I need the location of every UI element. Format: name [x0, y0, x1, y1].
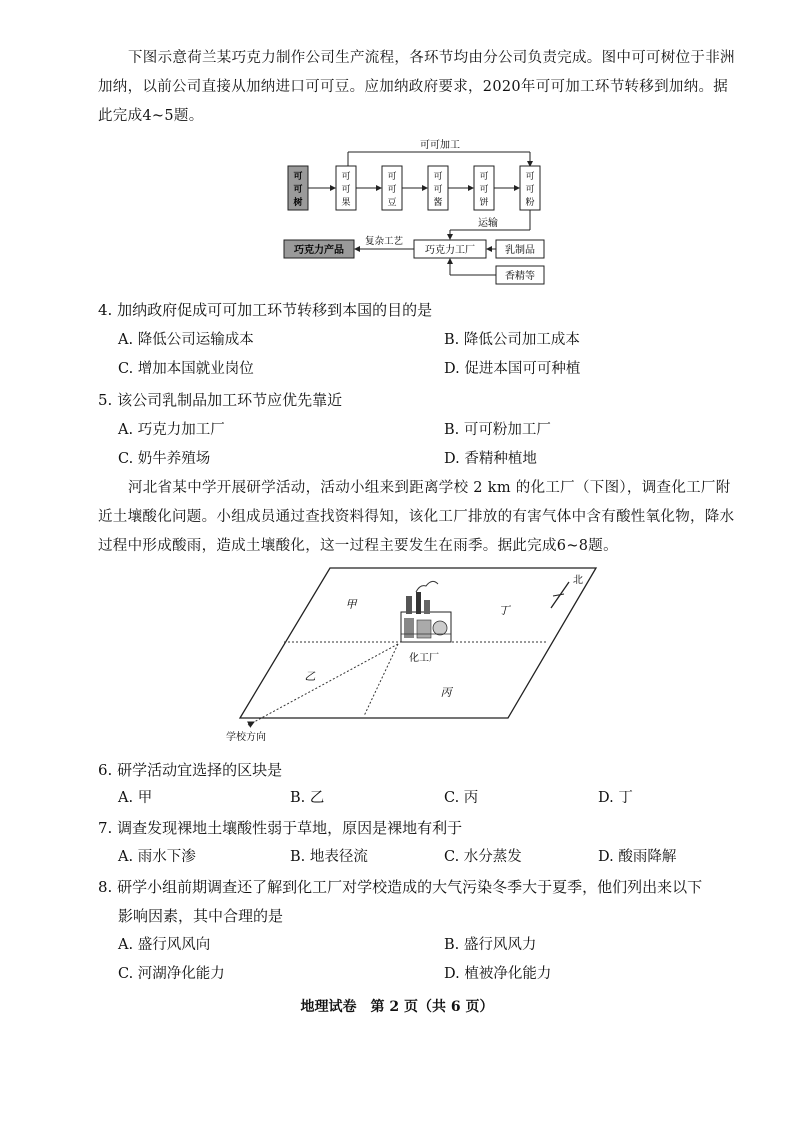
zone-bing: 丙 [440, 686, 452, 699]
flow-box-cocoa-powder [520, 166, 540, 210]
question-7-stem: 7. 调查发现裸地土壤酸性弱于草地，原因是裸地有利于 [98, 819, 463, 837]
flow-box-cocoa-cake [474, 166, 494, 210]
svg-text:可: 可 [479, 185, 489, 195]
intro-paragraph-2: 河北省某中学开展研学活动，活动小组来到距离学校 2 km 的化工厂（下图），调查化工厂附近土壤酸化问题。小组成员通过查找资料得知，该化工厂排放的有害气体中含有酸性氧化物，降水过程中形成酸雨，造成土壤酸化，这一过程主要发生在雨季。据此完成6~8题。 [98, 480, 735, 554]
q6-option-a: A. 甲 [118, 790, 153, 806]
svg-text:粉: 粉 [525, 198, 535, 208]
chemical-plant-map [226, 562, 606, 746]
dairy-label: 乳制品 [505, 245, 535, 256]
factory-label: 巧克力工厂 [425, 245, 475, 256]
zone-ding: 丁 [498, 604, 510, 617]
svg-text:可: 可 [525, 185, 535, 195]
svg-text:可: 可 [387, 185, 397, 195]
q5-option-a: A. 巧克力加工厂 [118, 422, 225, 438]
q4-option-b: B. 降低公司加工成本 [444, 332, 580, 348]
flow-box-cocoa-paste [428, 166, 448, 210]
school-direction-label: 学校方向 [226, 732, 266, 743]
flow-box-cocoa-tree [288, 166, 308, 210]
question-8-stem-line2: 影响因素，其中合理的是 [118, 907, 284, 925]
q4-option-c: C. 增加本国就业岗位 [118, 361, 254, 377]
q8-option-a: A. 盛行风风向 [118, 937, 211, 953]
q6-option-d: D. 丁 [598, 790, 633, 806]
svg-text:可: 可 [433, 172, 443, 182]
q5-option-c: C. 奶牛养殖场 [118, 451, 211, 467]
q4-option-a: A. 降低公司运输成本 [118, 332, 254, 348]
q8-option-c: C. 河湖净化能力 [118, 966, 225, 982]
q7-option-c: C. 水分蒸发 [444, 849, 522, 865]
svg-text:饼: 饼 [479, 198, 489, 208]
q8-option-b: B. 盛行风风力 [444, 937, 537, 953]
svg-text:可: 可 [293, 185, 303, 195]
svg-text:树: 树 [293, 198, 303, 208]
zone-jia: 甲 [345, 598, 357, 611]
flow-box-cocoa-fruit [336, 166, 356, 210]
svg-text:可: 可 [341, 185, 351, 195]
q6-option-c: C. 丙 [444, 790, 479, 806]
map-outline [240, 568, 596, 718]
q5-option-b: B. 可可粉加工厂 [444, 422, 551, 438]
q5-option-d: D. 香精种植地 [444, 451, 537, 467]
svg-text:可: 可 [525, 172, 535, 182]
school-direction-arrow [248, 722, 254, 725]
flavor-label: 香精等 [505, 271, 535, 282]
question-4-stem: 4. 加纳政府促成可可加工环节转移到本国的目的是 [98, 301, 433, 319]
question-6-stem: 6. 研学活动宜选择的区块是 [98, 761, 283, 779]
svg-text:可: 可 [387, 172, 397, 182]
flow-box-cocoa-bean [382, 166, 402, 210]
transport-label: 运输 [478, 218, 498, 229]
chocolate-production-flow-diagram [280, 136, 550, 288]
process-label: 复杂工艺 [364, 236, 404, 247]
zone-yi: 乙 [304, 670, 316, 683]
q7-option-b: B. 地表径流 [290, 849, 368, 865]
svg-text:豆: 豆 [387, 198, 397, 208]
q4-option-d: D. 促进本国可可种植 [444, 361, 581, 377]
q6-option-b: B. 乙 [290, 790, 325, 806]
north-label: 北 [573, 575, 583, 586]
svg-text:酱: 酱 [433, 198, 443, 208]
intro-paragraph-1: 下图示意荷兰某巧克力制作公司生产流程，各环节均由分公司负责完成。图中可可树位于非洲加纳，以前公司直接从加纳进口可可豆。应加纳政府要求，2020年可可加工环节转移到加纳。据此完成4~5题。 [98, 50, 735, 124]
q7-option-a: A. 雨水下渗 [118, 849, 196, 865]
svg-text:可: 可 [341, 172, 351, 182]
question-5-stem: 5. 该公司乳制品加工环节应优先靠近 [98, 391, 343, 409]
q7-option-d: D. 酸雨降解 [598, 849, 677, 865]
cocoa-processing-label: 可可加工 [420, 140, 460, 151]
factory-label: 化工厂 [409, 653, 439, 664]
svg-text:可: 可 [293, 172, 303, 182]
svg-text:可: 可 [479, 172, 489, 182]
svg-text:可: 可 [433, 185, 443, 195]
svg-text:果: 果 [341, 198, 351, 208]
product-label: 巧克力产品 [294, 245, 344, 256]
q8-option-d: D. 植被净化能力 [444, 966, 552, 982]
question-8-stem-line1: 8. 研学小组前期调查还了解到化工厂对学校造成的大气污染冬季大于夏季，他们列出来以下 [98, 878, 703, 896]
page-footer: 地理试卷 第 2 页（共 6 页） [300, 999, 494, 1015]
